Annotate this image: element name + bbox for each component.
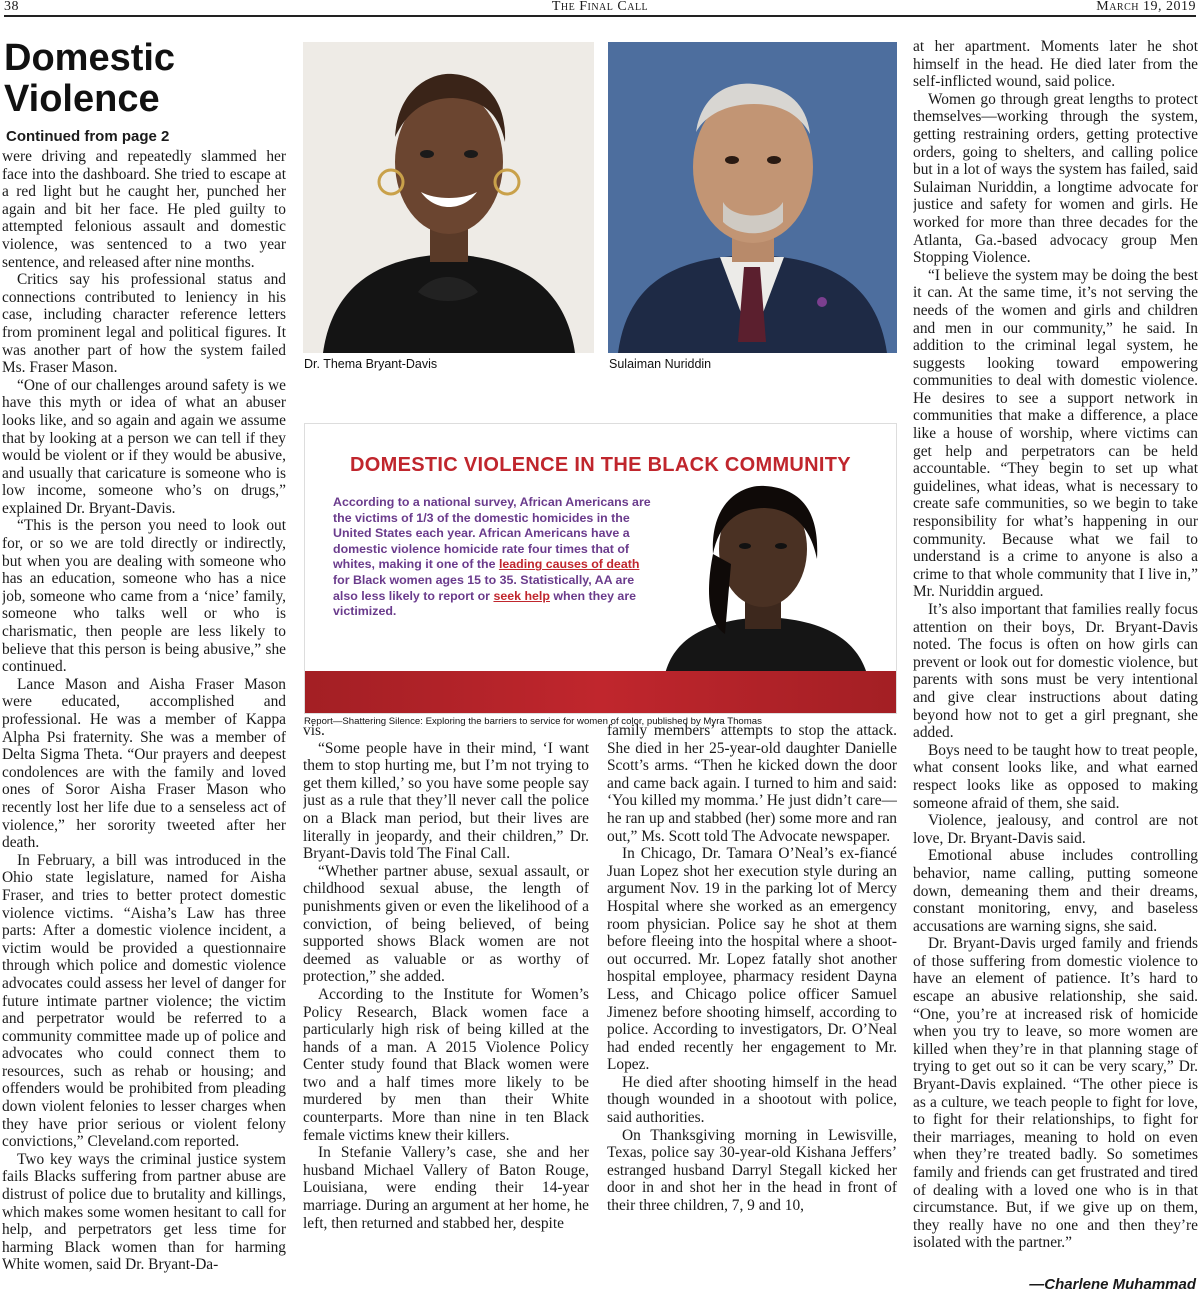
paragraph: Boys need to be taught how to treat people, what consent looks like, and what earned respect looks like as opposed to making someone afraid of them, she said. <box>913 741 1198 812</box>
paragraph: In Chicago, Dr. Tamara O’Neal’s ex-fiancé Juan Lopez shot her execution style during an argument Nov. 19 in the parking lot of Mercy Hospital where she worked as an emergency room physician. Police say he shot at them before fleeing into the hospital where a shoot-out occurred. Mr. Lopez fatally shot another hospital employee, pharmacy resident Dayna Less, and Chicago police officer Samuel Jimenez before shooting himself, according to police. According to investigators, Dr. O’Neal had ended recently her engagement to Mr. Lopez. <box>607 845 897 1074</box>
paragraph: Lance Mason and Aisha Fraser Mason were educated, accomplished and professional. He was a member of Kappa Alpha Psi fraternity. She was a member of Delta Sigma Theta. “Our prayers and deepest condolences are with the family and loved ones of Soror Aisha Fraser Mason who recently lost her life due to a senseless act of violence,” her sorority tweeted after her death. <box>2 675 286 852</box>
article-column-4 <box>913 38 1198 1280</box>
page-number: 38 <box>4 0 19 14</box>
portrait-woman-icon <box>303 42 594 353</box>
photo-caption-left: Dr. Thema Bryant-Davis <box>304 357 438 371</box>
issue-date: March 19, 2019 <box>1096 0 1196 14</box>
article-column-2 <box>303 722 589 1294</box>
paragraph: In Stefanie Vallery’s case, she and her husband Michael Vallery of Baton Rouge, Louisiana, were ending their 14-year marriage. During an argument at her home, he left, then returned and stabbed her, despite <box>303 1144 589 1232</box>
paragraph: He died after shooting himself in the head though wounded in a shootout with police, said authorities. <box>607 1073 897 1127</box>
paragraph: Dr. Bryant-Davis urged family and friends of those suffering from domestic violence to have an element of patience. It’s hard to escape an abusive relationship, she said. “One, you’re at increased risk of homicide when you try to leave, so more women are killed when they’re in that planning stage of trying to get out so it can be very scary,” Dr. Bryant-Davis explained. “The other piece is as a culture, we teach people to fight for love, to fight for their relationships, to fight for their marriages, meaning to hold on even when they’re treated badly. So sometimes family and friends can get frustrated and tired of dealing with a loved one who is in that circumstance. But, if we give up on them, they really have no one and then they’re isolated with the partner.” <box>913 935 1198 1252</box>
paragraph: “One of our challenges around safety is we have this myth or idea of what an abuser looks like, and so again and again we assume that by looking at a person we can tell if they would be violent or if they would be abusive, and usually that caricature is someone who is low income, someone who’s on drugs,” explained Dr. Bryant-Davis. <box>2 376 286 517</box>
paragraph: It’s also important that families really focus attention on their boys, Dr. Bryant-Davis noted. The focus is often on how girls can prevent or look out for domestic violence, but parents with sons must be very intentional and give clear instructions about dating beyond how not to get a girl pregnant, she added. <box>913 601 1198 742</box>
page-header <box>0 0 1200 16</box>
paragraph: In February, a bill was introduced in the Ohio state legislature, named for Aisha Fraser, and tries to better protect domestic violence victims. “Aisha’s Law has three parts: After a domestic violence incident, a victim would be provided a questionnaire through which police and domestic violence advocates could assess her level of danger for future intimate partner violence; the victim and perpetrator would be referred to a community committee made up of police and advocates who could connect them to resources, such as rehab or housing; and offenders would be prohibited from pleading down violent felonies to lesser charges when they have prior serious or violent felony convictions,” Cleveland.com reported. <box>2 851 286 1151</box>
infographic-footer-bar <box>305 671 896 713</box>
paragraph: Emotional abuse includes controlling behavior, name calling, putting someone down, demeaning them and their dreams, constant monitoring, envy, and baseless accusations are warning signs, she said. <box>913 847 1198 935</box>
paragraph: “Whether partner abuse, sexual assault, or childhood sexual abuse, the length of punishments given or even the likelihood of a conviction, of being believed, of being supported shows Black women are not deemed as valuable or as worthy of protection,” she added. <box>303 862 589 986</box>
photo-sulaiman-nuriddin <box>608 42 897 353</box>
paragraph: According to the Institute for Women’s Policy Research, Black women face a particularly high risk of being killed at the hands of a man. A 2015 Violence Policy Center study found that Black women were two and a half times more likely to be murdered by men than their White counterparts. More than nine in ten Black female victims knew their killers. <box>303 985 589 1144</box>
paragraph: family members’ attempts to stop the attack. She died in her 25-year-old daughter Danielle Scott’s arms. “Then he kicked down the door and came back again. I turned to him and said: ‘You killed my momma.’ He just didn’t care—he ran up and stabbed (her) some more and ran out,” Ms. Scott told The Advocate newspaper. <box>607 722 897 845</box>
author-byline: —Charlene Muhammad <box>1029 1276 1196 1293</box>
paragraph: Critics say his professional status and connections contributed to leniency in his case, including character reference letters from prominent legal and political figures. It was another part of how the system failed Ms. Fraser Mason. <box>2 271 286 377</box>
paragraph: vis. <box>303 722 325 739</box>
leading-causes-link[interactable]: leading causes of death <box>498 557 640 572</box>
paragraph: “This is the person you need to look out for, or so we are told directly or indirectly, but when you are dealing with someone who has an education, someone who has a nice job, someone who came from a ‘nice’ family, someone who talks well or who is charismatic, then people are less likely to believe that this person is being abusive,” she continued. <box>2 517 286 676</box>
paragraph: On Thanksgiving morning in Lewisville, Texas, police say 30-year-old Kishana Jeffers’ estranged husband Darryl Stegall kicked her door in and shot her in the head in front of their three children, 7, 9 and 10, <box>607 1126 897 1215</box>
paragraph: “Some people have in their mind, ‘I want them to stop hurting me, but I’m not trying to get them killed,’ so you have some people say just as a rule that they’ll never call the police on a Black man period, but their lives are literally in jeopardy, and their children,” Dr. Bryant-Davis told The Final Call. <box>303 739 589 863</box>
photo-thema-bryant-davis <box>303 42 594 353</box>
seek-help-link[interactable]: seek help <box>493 588 550 603</box>
infographic-text-part: for Black women ages 15 to 35. Statistically, AA are also less likely to report or <box>333 572 635 603</box>
paragraph: “I believe the system may be doing the best it can. At the same time, it’s not serving the needs of the women and girls and children and men in our community,” he said. In addition to the criminal legal system, he suggests looking toward empowering communities to deal with domestic violence. He desires to see a support network in communities that make a difference, a place like a house of worship, where victims can get help and perpetrators can be held accountable. “They begin to set up what guidelines, what ideas, what is necessary to create safe communities, so we begin to take responsibility for what’s happening in our community. Because what we fail to understand is a crime to anyone is also a crime to that whole community that I live in,” Mr. Nuriddin argued. <box>913 266 1198 601</box>
publication-name: The Final Call <box>551 0 649 14</box>
infographic-text <box>333 495 653 620</box>
paragraph: Violence, jealousy, and control are not love, Dr. Bryant-Davis said. <box>913 812 1198 847</box>
photo-caption-right: Sulaiman Nuriddin <box>609 357 712 371</box>
paragraph: Women go through great lengths to protect themselves—working through the system, getting restraining orders, getting protective orders, going to shelters, and calling police but in a lot of ways the system has failed, said Sulaiman Nuriddin, a longtime advocate for justice and safety for women and girls. He worked for more than three decades for the Atlanta, Ga.-based advocacy group Men Stopping Violence. <box>913 90 1198 267</box>
continued-note: Continued from page 2 <box>6 128 170 145</box>
infographic-text-part: when they are victimized. <box>333 588 637 619</box>
infographic-text-part: According to a national survey, African Americans are the victims of 1/3 of the domestic homicides in the United States each year. African Americans have a domestic violence homicide rate four times that of whites, making it one of the <box>333 495 651 572</box>
infographic-caption: Report—Shattering Silence: Exploring the barriers to service for women of color, published by Myra Thomas <box>304 716 762 727</box>
article-column-1 <box>2 148 286 1294</box>
paragraph: Two key ways the criminal justice system fails Blacks suffering from partner abuse are distrust of police due to brutality and killings, which makes some women hesitant to call for help, and perpetrators get less time for harming Black women than for harming White women, said Dr. Bryant-Da- <box>2 1150 286 1274</box>
paragraph: were driving and repeatedly slammed her face into the dashboard. She tried to escape at a red light but he caught her, punched her again and bit her face. He pled guilty to attempted felonious assault and domestic violence, was sentenced to a two year sentence, and released after nine months. <box>2 148 286 271</box>
paragraph: at her apartment. Moments later he shot himself in the head. He died later from the self-inflicted wound, said police. <box>913 38 1198 91</box>
article-headline: Domestic Violence <box>4 37 176 120</box>
portrait-man-icon <box>608 42 897 353</box>
article-column-3 <box>607 722 897 1294</box>
infographic-title: DOMESTIC VIOLENCE IN THE BLACK COMMUNITY <box>350 454 851 476</box>
infographic <box>304 423 897 714</box>
header-rule <box>4 15 1196 17</box>
